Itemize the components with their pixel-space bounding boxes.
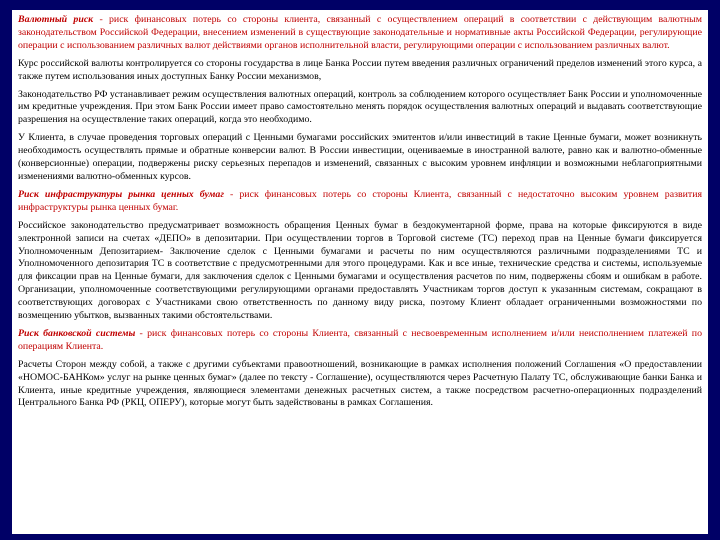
- paragraph-infrastructure-risk: [18, 189, 702, 215]
- paragraph-banking-risk: [18, 328, 702, 354]
- term-infrastructure-risk: Риск инфраструктуры рынка ценных бумаг: [18, 188, 224, 200]
- paragraph-settlements: Расчеты Сторон между собой, а также с другими субъектами правоотношений, возникающие в рамках исполнения положений Соглашения «О предоставлении «НОМОС-БАНКом» услуг на рынке ценных бумаг» (далее по тексту - Соглашение), осуществляются через Расчетную Палату ТС, обслуживающие банки Банка и Клиента, иные кредитные учреждения, являющиеся элементами денежных расчетных систем, а также посредством расчетно-операционных подразделений Центрального Банка РФ (РКЦ, ОПЕРУ), которые могут быть задействованы в рамках Соглашения.: [18, 358, 702, 409]
- paragraph-currency-risk: [18, 14, 702, 53]
- definition-banking-risk: - риск финансовых потерь со стороны Клиента, связанный с несвоевременным исполнением и/или неисполнением платежей по операциям Клиента.: [18, 327, 702, 352]
- paragraph-currency-conversion: У Клиента, в случае проведения торговых операций с Ценными бумагами российских эмитентов и/или инвестиций в такие Ценные бумаги, может возникнуть необходимость осуществлять прямые и обратные конверсии валют. В России инвестиции, оцениваемые в иностранной валюте, равно как и валютно-обменные (конверсионные) операции, подвержены риску серьезных перепадов и изменений, связанных с высоким уровнем инфляции и возможными неблагоприятными изменениями валютно-обменных курсов.: [18, 132, 702, 182]
- term-banking-risk: Риск банковской системы: [18, 327, 136, 339]
- paragraph-exchange-rate-control: Курс российской валюты контролируется со стороны государства в лице Банка России путем введения различных ограничений пределов изменений этого курса, а также путем использования иных доступных Банку России механизмов,: [18, 57, 702, 82]
- definition-currency-risk: - риск финансовых потерь со стороны клиента, связанный с осуществлением операций в соответствии с действующим валютным законодательством Российской Федерации, внесением изменений в существующие законодательные и нормативные акты Российской Федерации, регулирующие операции с использованием различных валют действиями органов исполнительной власти, регулирующими операции с использованием различных валют.: [18, 14, 702, 51]
- definition-infrastructure-risk: - риск финансовых потерь со стороны Клиента, связанный с недостаточно высоким уровнем развития инфраструктуры рынка ценных бумаг.: [18, 188, 702, 213]
- paragraph-legislation: Законодательство РФ устанавливает режим осуществления валютных операций, контроль за соблюдением которого осуществляет Банк России и уполномоченные им кредитные учреждения. При этом Банк России имеет право самостоятельно менять порядок осуществления валютных операций и выдавать соответствующие разрешения на осуществление таких операций, когда это необходимо.: [18, 88, 702, 126]
- text-page: [12, 10, 708, 534]
- term-currency-risk: Валютный риск: [18, 14, 94, 25]
- paragraph-depository: Российское законодательство предусматривает возможность обращения Ценных бумаг в бездокументарной форме, права на которые фиксируются в виде электронной записи на счетах «ДЕПО» в депозитарии. При осуществлении торгов в Торговой системе (ТС) переход прав на Ценные бумаги фиксируется Уполномоченным Депозитарием- Заключение сделок с Ценными бумагами и расчеты по ним осуществляются различными подразделениями ТС и Уполномоченного депозитария ТС в соответствие с предусмотренными для этого процедурами. Как и все иные, технические средства и системы, используемые для фиксации прав на Ценные бумаги, для заключения сделок с Ценными бумагами и осуществления расчетов по ним, подвержены сбоям и ошибкам в работе. Организации, уполномоченные соответствующими регулирующими органами предоставлять Участникам торгов доступ к указанным системам, сокращают в соответствующих договорах с Участниками свою ответственность по данному виду риска, поэтому Клиент обладает ограниченными возможностями по возмещению убытков, вызванных такими обстоятельствами.: [18, 219, 702, 322]
